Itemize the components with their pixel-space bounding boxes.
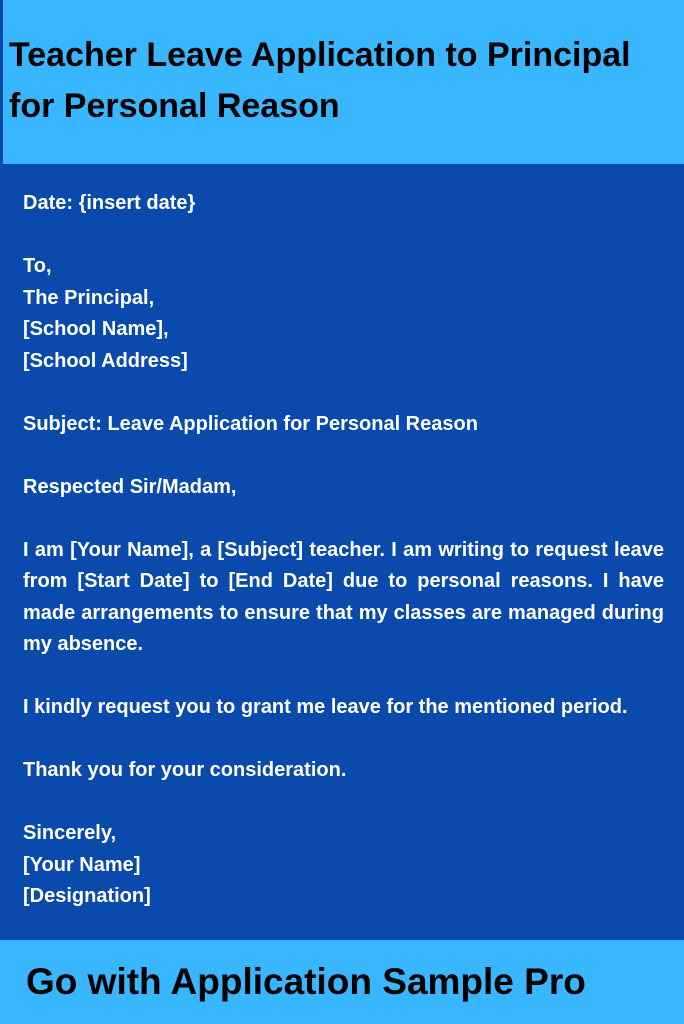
letter-body [23, 188, 664, 944]
header-banner [0, 0, 684, 164]
closing-line: [Designation] [23, 885, 151, 907]
footer-brand-text: Go with Application Sample Pro [26, 961, 586, 1002]
letter-subject: Subject: Leave Application for Personal Reason [23, 412, 478, 435]
recipient-line: To, [23, 255, 52, 277]
letter-thanks: Thank you for your consideration. [23, 759, 347, 781]
closing-line: Sincerely, [23, 822, 117, 844]
page-title: Teacher Leave Application to Principal for Personal Reason [9, 36, 631, 125]
recipient-line: [School Address] [23, 349, 188, 372]
letter-request-paragraph: I kindly request you to grant me leave for the mentioned period. [23, 696, 628, 718]
letter-body-paragraph: I am [Your Name], a [Subject] teacher. I am writing to request leave from [Start Date] to [End Date] due to personal reasons. I have made arrangements to ensure that my classes are managed during my absence. [23, 538, 664, 655]
closing-block [23, 818, 664, 913]
letter-salutation: Respected Sir/Madam, [23, 475, 237, 498]
recipient-block [23, 251, 664, 377]
recipient-line: [School Name], [23, 318, 169, 340]
recipient-line: The Principal, [23, 286, 155, 309]
footer-banner [0, 940, 684, 1024]
letter-date: Date: {insert date} [23, 192, 196, 214]
closing-line: [Your Name] [23, 853, 141, 876]
